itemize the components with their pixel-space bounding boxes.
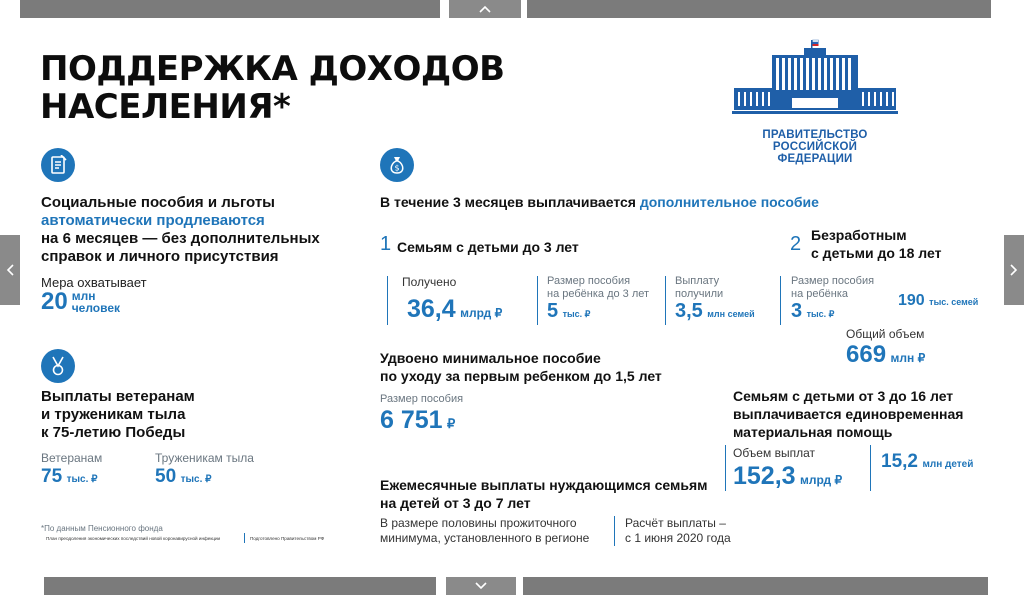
chevron-right-icon [1010, 264, 1018, 276]
unemployed-benefit-value: 3 тыс. ₽ [791, 300, 835, 322]
veterans-value: 75 тыс. ₽ [41, 466, 98, 487]
chevron-left-icon [6, 264, 14, 276]
monthly-payments-text: Ежемесячные выплаты нуждающимся семьям на детей от 3 до 7 лет [380, 477, 708, 511]
social-benefits-text: Социальные пособия и льготы автоматически продлеваются на 6 месяцев — без дополнительных справок и личного присутствия [41, 194, 320, 265]
doubled-benefit-value: 6 751 ₽ [380, 406, 456, 434]
prev-page-button[interactable] [0, 235, 20, 305]
payout-volume-value: 152,3 млрд ₽ [733, 462, 843, 490]
group2-title: Безработным с детьми до 18 лет [811, 227, 942, 261]
recipients-value: 3,5 млн семей [675, 300, 755, 322]
child-benefit-label: Размер пособия на ребёнка до 3 лет [547, 275, 650, 300]
bottom-bar-left [44, 577, 436, 595]
received-label: Получено [402, 275, 457, 289]
scroll-up-button[interactable] [449, 0, 521, 18]
received-value: 36,4 млрд ₽ [407, 295, 503, 323]
children-count-value: 15,2 млн детей [881, 451, 974, 472]
doubled-benefit-text: Удвоено минимальное пособие по уходу за первым ребенком до 1,5 лет [380, 350, 662, 384]
recipients-label: Выплату получили [675, 275, 724, 300]
top-bar-right [527, 0, 991, 18]
footnote: *По данным Пенсионного фонда [41, 524, 163, 533]
veterans-label: Ветеранам [41, 451, 103, 465]
bottom-bar-right [523, 577, 988, 595]
coverage-value: 20 млн человек [41, 288, 121, 315]
svg-text:$: $ [394, 163, 400, 173]
footer-divider [244, 533, 245, 543]
coverage-label: Мера охватывает [41, 275, 147, 290]
total-volume-label: Общий объем [846, 327, 925, 341]
top-bar-left [20, 0, 440, 18]
intro-text: В течение 3 месяцев выплачивается дополнительное пособие [380, 194, 819, 210]
next-page-button[interactable] [1004, 235, 1024, 305]
logo-text: ПРАВИТЕЛЬСТВО РОССИЙСКОЙ ФЕДЕРАЦИИ [762, 129, 868, 165]
chevron-up-icon [479, 5, 491, 13]
total-volume-value: 669 млн ₽ [846, 341, 926, 368]
home-front-label: Труженикам тыла [155, 451, 254, 465]
one-time-aid-text: Семьям с детьми от 3 до 16 лет выплачивается единовременная материальная помощь [733, 388, 964, 440]
group2-number: 2 [790, 233, 802, 255]
plan-note: План преодоления экономических последствий новой коронавирусной инфекции [46, 536, 221, 541]
scroll-down-button[interactable] [446, 577, 516, 595]
unemployed-benefit-label: Размер пособия на ребёнка [791, 275, 875, 300]
white-house-building-icon [732, 38, 898, 118]
prepared-note: Подготовлено Правительством РФ [250, 536, 325, 541]
additional-benefit-link: дополнительное пособие [639, 194, 819, 210]
calc-date-note: Расчёт выплаты – с 1 июня 2020 года [625, 516, 731, 545]
child-benefit-value: 5 тыс. ₽ [547, 300, 591, 322]
families-value: 190 тыс. семей [898, 292, 979, 309]
veterans-text: Выплаты ветеранам и труженикам тыла к 75-летию Победы [41, 388, 195, 441]
government-logo [732, 38, 898, 168]
money-bag-icon [380, 148, 414, 182]
doubled-benefit-label: Размер пособия [380, 393, 464, 405]
group1-title: Семьям с детьми до 3 лет [397, 239, 579, 255]
monthly-note: В размере половины прожиточного минимума, установленного в регионе [380, 516, 590, 545]
medal-icon [41, 349, 75, 383]
chevron-down-icon [475, 582, 487, 590]
page-title: ПОДДЕРЖКА ДОХОДОВ НАСЕЛЕНИЯ* [40, 49, 505, 127]
payout-volume-label: Объем выплат [733, 446, 815, 460]
home-front-value: 50 тыс. ₽ [155, 466, 212, 487]
document-icon [41, 148, 75, 182]
group1-number: 1 [380, 233, 392, 255]
